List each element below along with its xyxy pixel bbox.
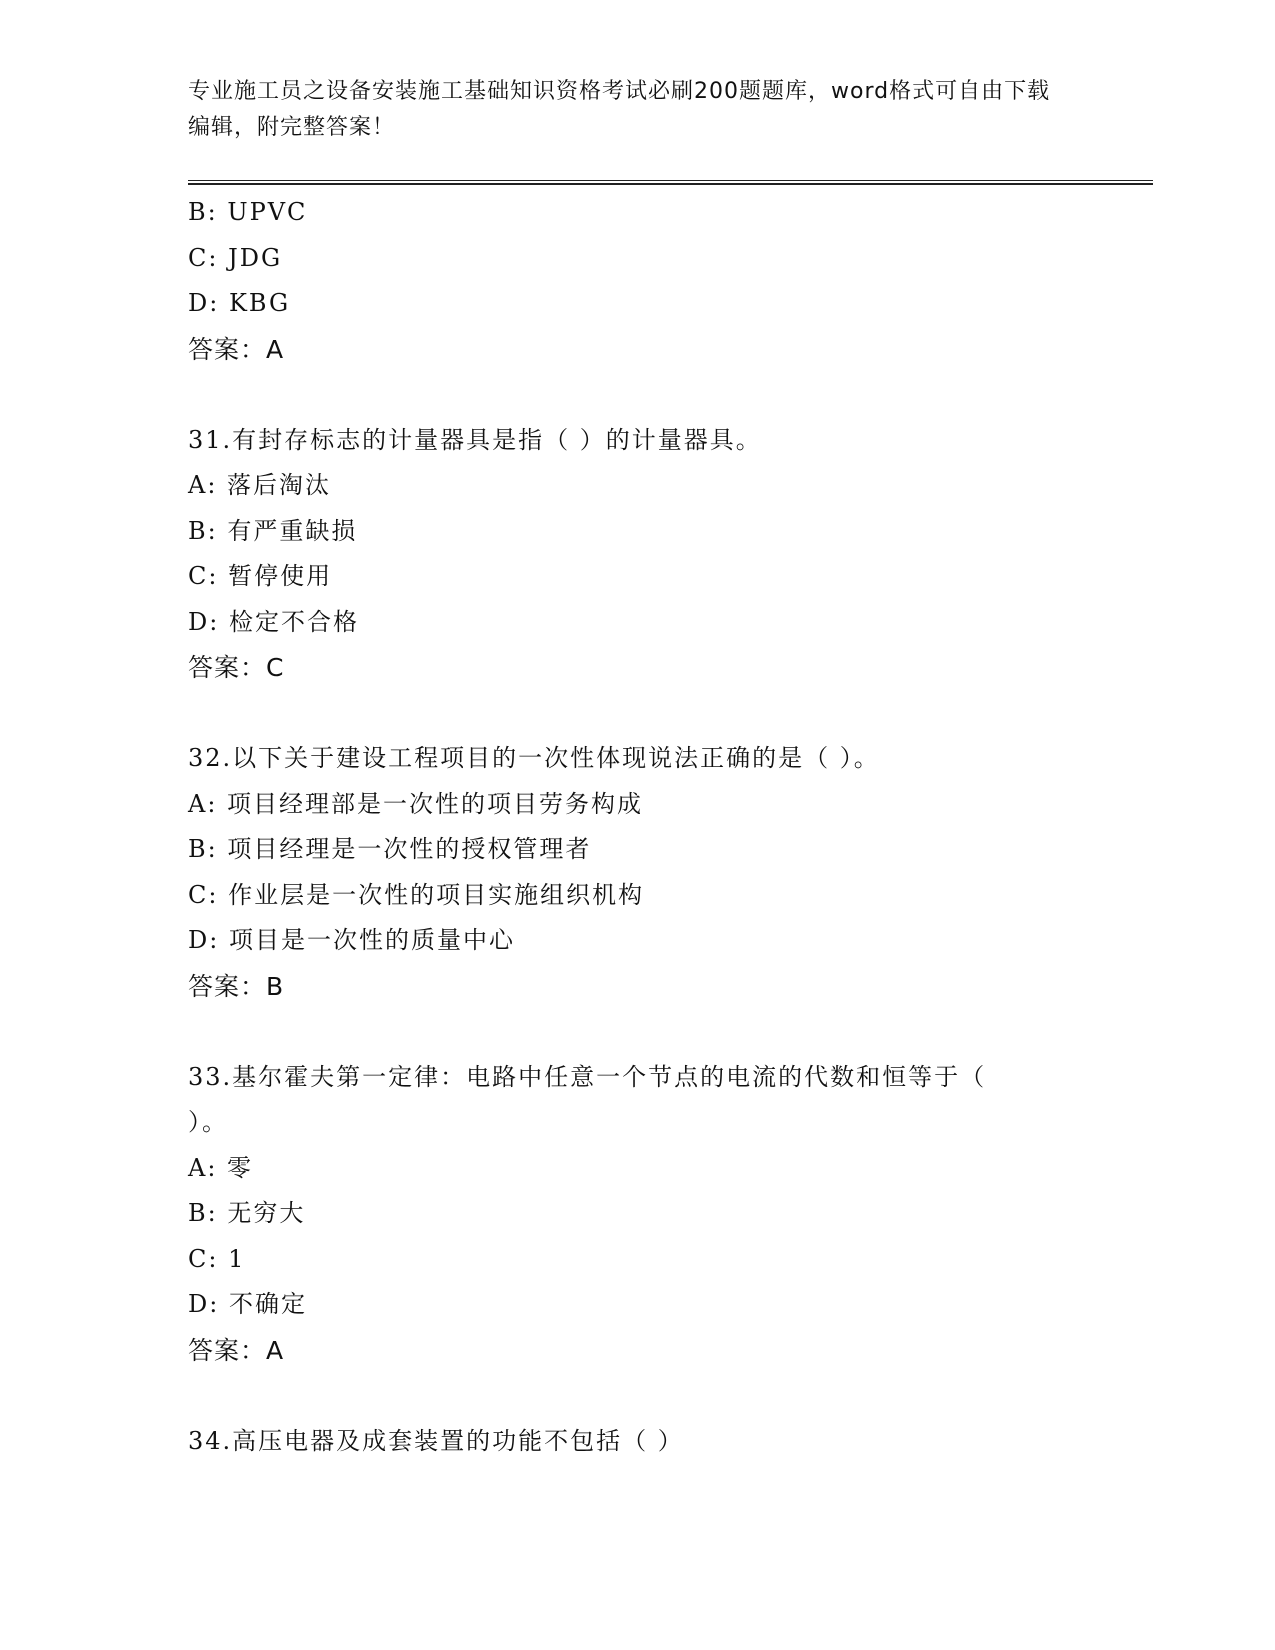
question-number: 32. — [188, 744, 233, 772]
option-c: C: JDG — [188, 243, 283, 272]
spacer — [188, 691, 1088, 737]
answer-line: 答案：A — [188, 334, 285, 364]
question-list — [188, 190, 1088, 1464]
question-text: 有封存标志的计量器具是指（ ）的计量器具。 — [232, 425, 762, 454]
header-rule-thick — [188, 183, 1153, 185]
answer-line: 答案：B — [188, 971, 285, 1001]
option-b: B: UPVC — [188, 198, 308, 226]
question-text: 高压电器及成套装置的功能不包括（ ） — [232, 1426, 684, 1455]
option-b: B: 项目经理是一次性的授权管理者 — [188, 835, 592, 863]
question-34 — [188, 1419, 1088, 1465]
option-b: B: 有严重缺损 — [188, 516, 358, 545]
question-number: 34. — [188, 1426, 233, 1455]
answer-line: 答案：C — [188, 653, 285, 682]
option-c: C: 暂停使用 — [188, 562, 333, 590]
option-b: B: 无穷大 — [188, 1199, 306, 1227]
question-text: 以下关于建设工程项目的一次性体现说法正确的是（ ）。 — [232, 744, 880, 772]
option-d: D: 不确定 — [188, 1290, 307, 1318]
spacer — [188, 1009, 1088, 1055]
spacer — [188, 1373, 1088, 1419]
option-d: D: KBG — [188, 289, 291, 317]
option-d: D: 检定不合格 — [188, 607, 359, 636]
option-c: C: 1 — [188, 1244, 246, 1273]
option-a: A: 落后淘汰 — [188, 471, 332, 499]
question-31 — [188, 418, 1088, 464]
header-rule-thin — [188, 180, 1153, 181]
question-32 — [188, 736, 1088, 782]
option-a: A: 项目经理部是一次性的项目劳务构成 — [188, 789, 644, 818]
option-a: A: 零 — [188, 1153, 254, 1182]
document-header: 专业施工员之设备安装施工基础知识资格考试必刷200题题库，word格式可自由下载编辑，附完整答案！ — [188, 79, 1051, 140]
question-33 — [188, 1055, 1088, 1101]
question-number: 33. — [188, 1062, 233, 1091]
question-text-continued: ）。 — [188, 1108, 228, 1136]
option-d: D: 项目是一次性的质量中心 — [188, 926, 515, 954]
option-c: C: 作业层是一次性的项目实施组织机构 — [188, 880, 645, 909]
question-number: 31. — [188, 425, 233, 454]
question-text: 基尔霍夫第一定律：电路中任意一个节点的电流的代数和恒等于（ — [232, 1062, 987, 1091]
spacer — [188, 372, 1088, 418]
answer-line: 答案：A — [188, 1335, 285, 1365]
